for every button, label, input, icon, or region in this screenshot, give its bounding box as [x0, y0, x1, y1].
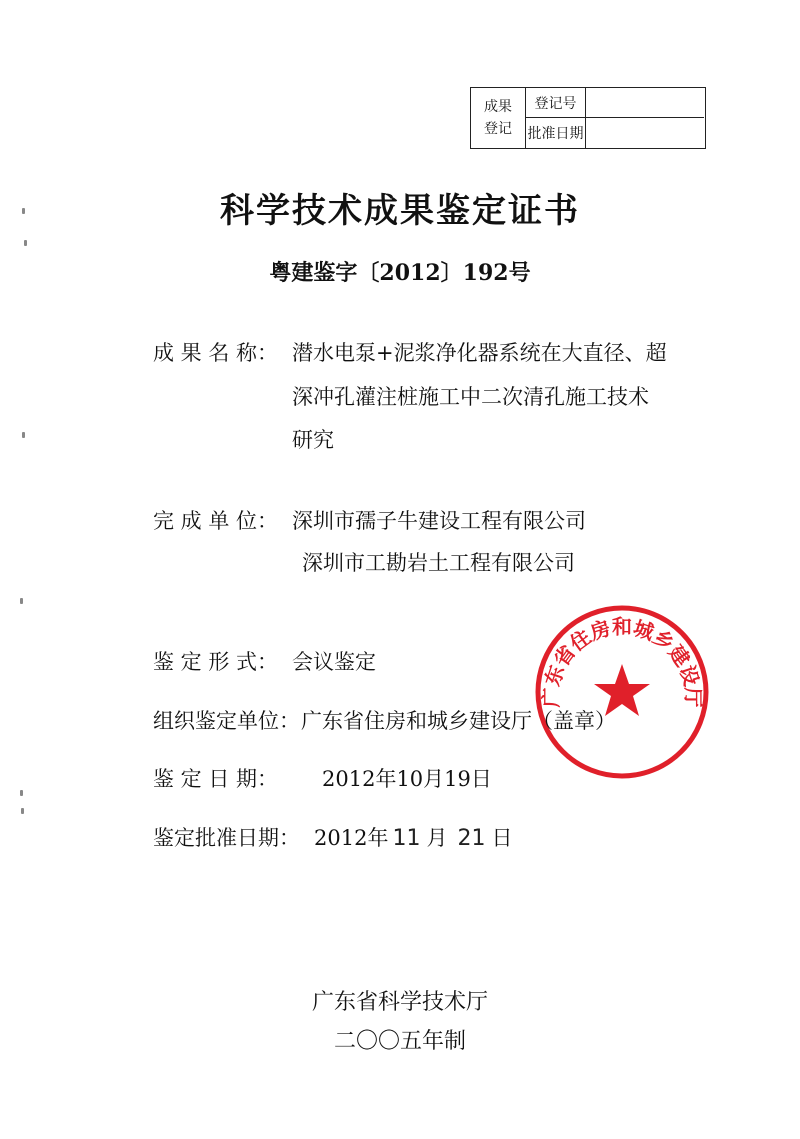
document-number: 粤建鉴字〔2012〕192号 [269, 260, 531, 286]
completion-unit-label: 完 成 单 位： [153, 509, 279, 533]
organizer-label: 组织鉴定单位： [153, 709, 300, 733]
registration-box [470, 87, 706, 149]
registration-side-label [471, 88, 526, 148]
approval-date-label: 批准日期 [526, 118, 586, 148]
registration-side-label-line2: 登记 [484, 121, 512, 137]
approval-date-row-value [314, 818, 512, 859]
scan-mark [24, 240, 27, 246]
scan-mark [20, 790, 23, 796]
scan-mark [20, 598, 23, 604]
approval-year: 2012年 [314, 826, 389, 850]
result-name-label: 成 果 名 称： [153, 341, 279, 365]
organizer-value: 广东省住房和城乡建设厅（盖章） [301, 709, 616, 733]
approval-month-unit: 月 [426, 826, 448, 850]
scan-mark [21, 808, 24, 814]
issuing-authority: 广东省科学技术厅 [311, 990, 488, 1015]
completion-unit-line2: 深圳市工勘岩土工程有限公司 [302, 551, 575, 575]
approval-day-unit: 日 [491, 826, 513, 850]
form-year: 二〇〇五年制 [333, 1029, 466, 1054]
document-title: 科学技术成果鉴定证书 [220, 191, 580, 231]
result-name-line1: 潜水电泵+泥浆净化器系统在大直径、超 [292, 341, 667, 365]
approval-day-handwritten: 21 [457, 826, 486, 851]
registration-side-label-line1: 成果 [484, 99, 512, 115]
registration-number-label: 登记号 [526, 88, 586, 118]
scan-mark [22, 208, 25, 214]
result-name-line3: 研究 [292, 428, 334, 452]
appraisal-form-value: 会议鉴定 [292, 650, 376, 674]
appraisal-date-label: 鉴 定 日 期： [153, 767, 279, 791]
official-seal [532, 602, 712, 782]
approval-date-value [586, 118, 704, 148]
appraisal-date-value: 2012年10月19日 [322, 767, 492, 791]
seal-text: 广东省住房和城乡建设厅 [538, 614, 706, 708]
appraisal-form-label: 鉴 定 形 式： [153, 650, 279, 674]
scan-mark [22, 432, 25, 438]
result-name-line2: 深冲孔灌注桩施工中二次清孔施工技术 [292, 385, 649, 409]
approval-month-handwritten: 11 [392, 826, 421, 851]
completion-unit-line1: 深圳市孺子牛建设工程有限公司 [292, 509, 586, 533]
approval-date-row-label: 鉴定批准日期： [153, 826, 300, 850]
registration-number-value [586, 88, 704, 118]
